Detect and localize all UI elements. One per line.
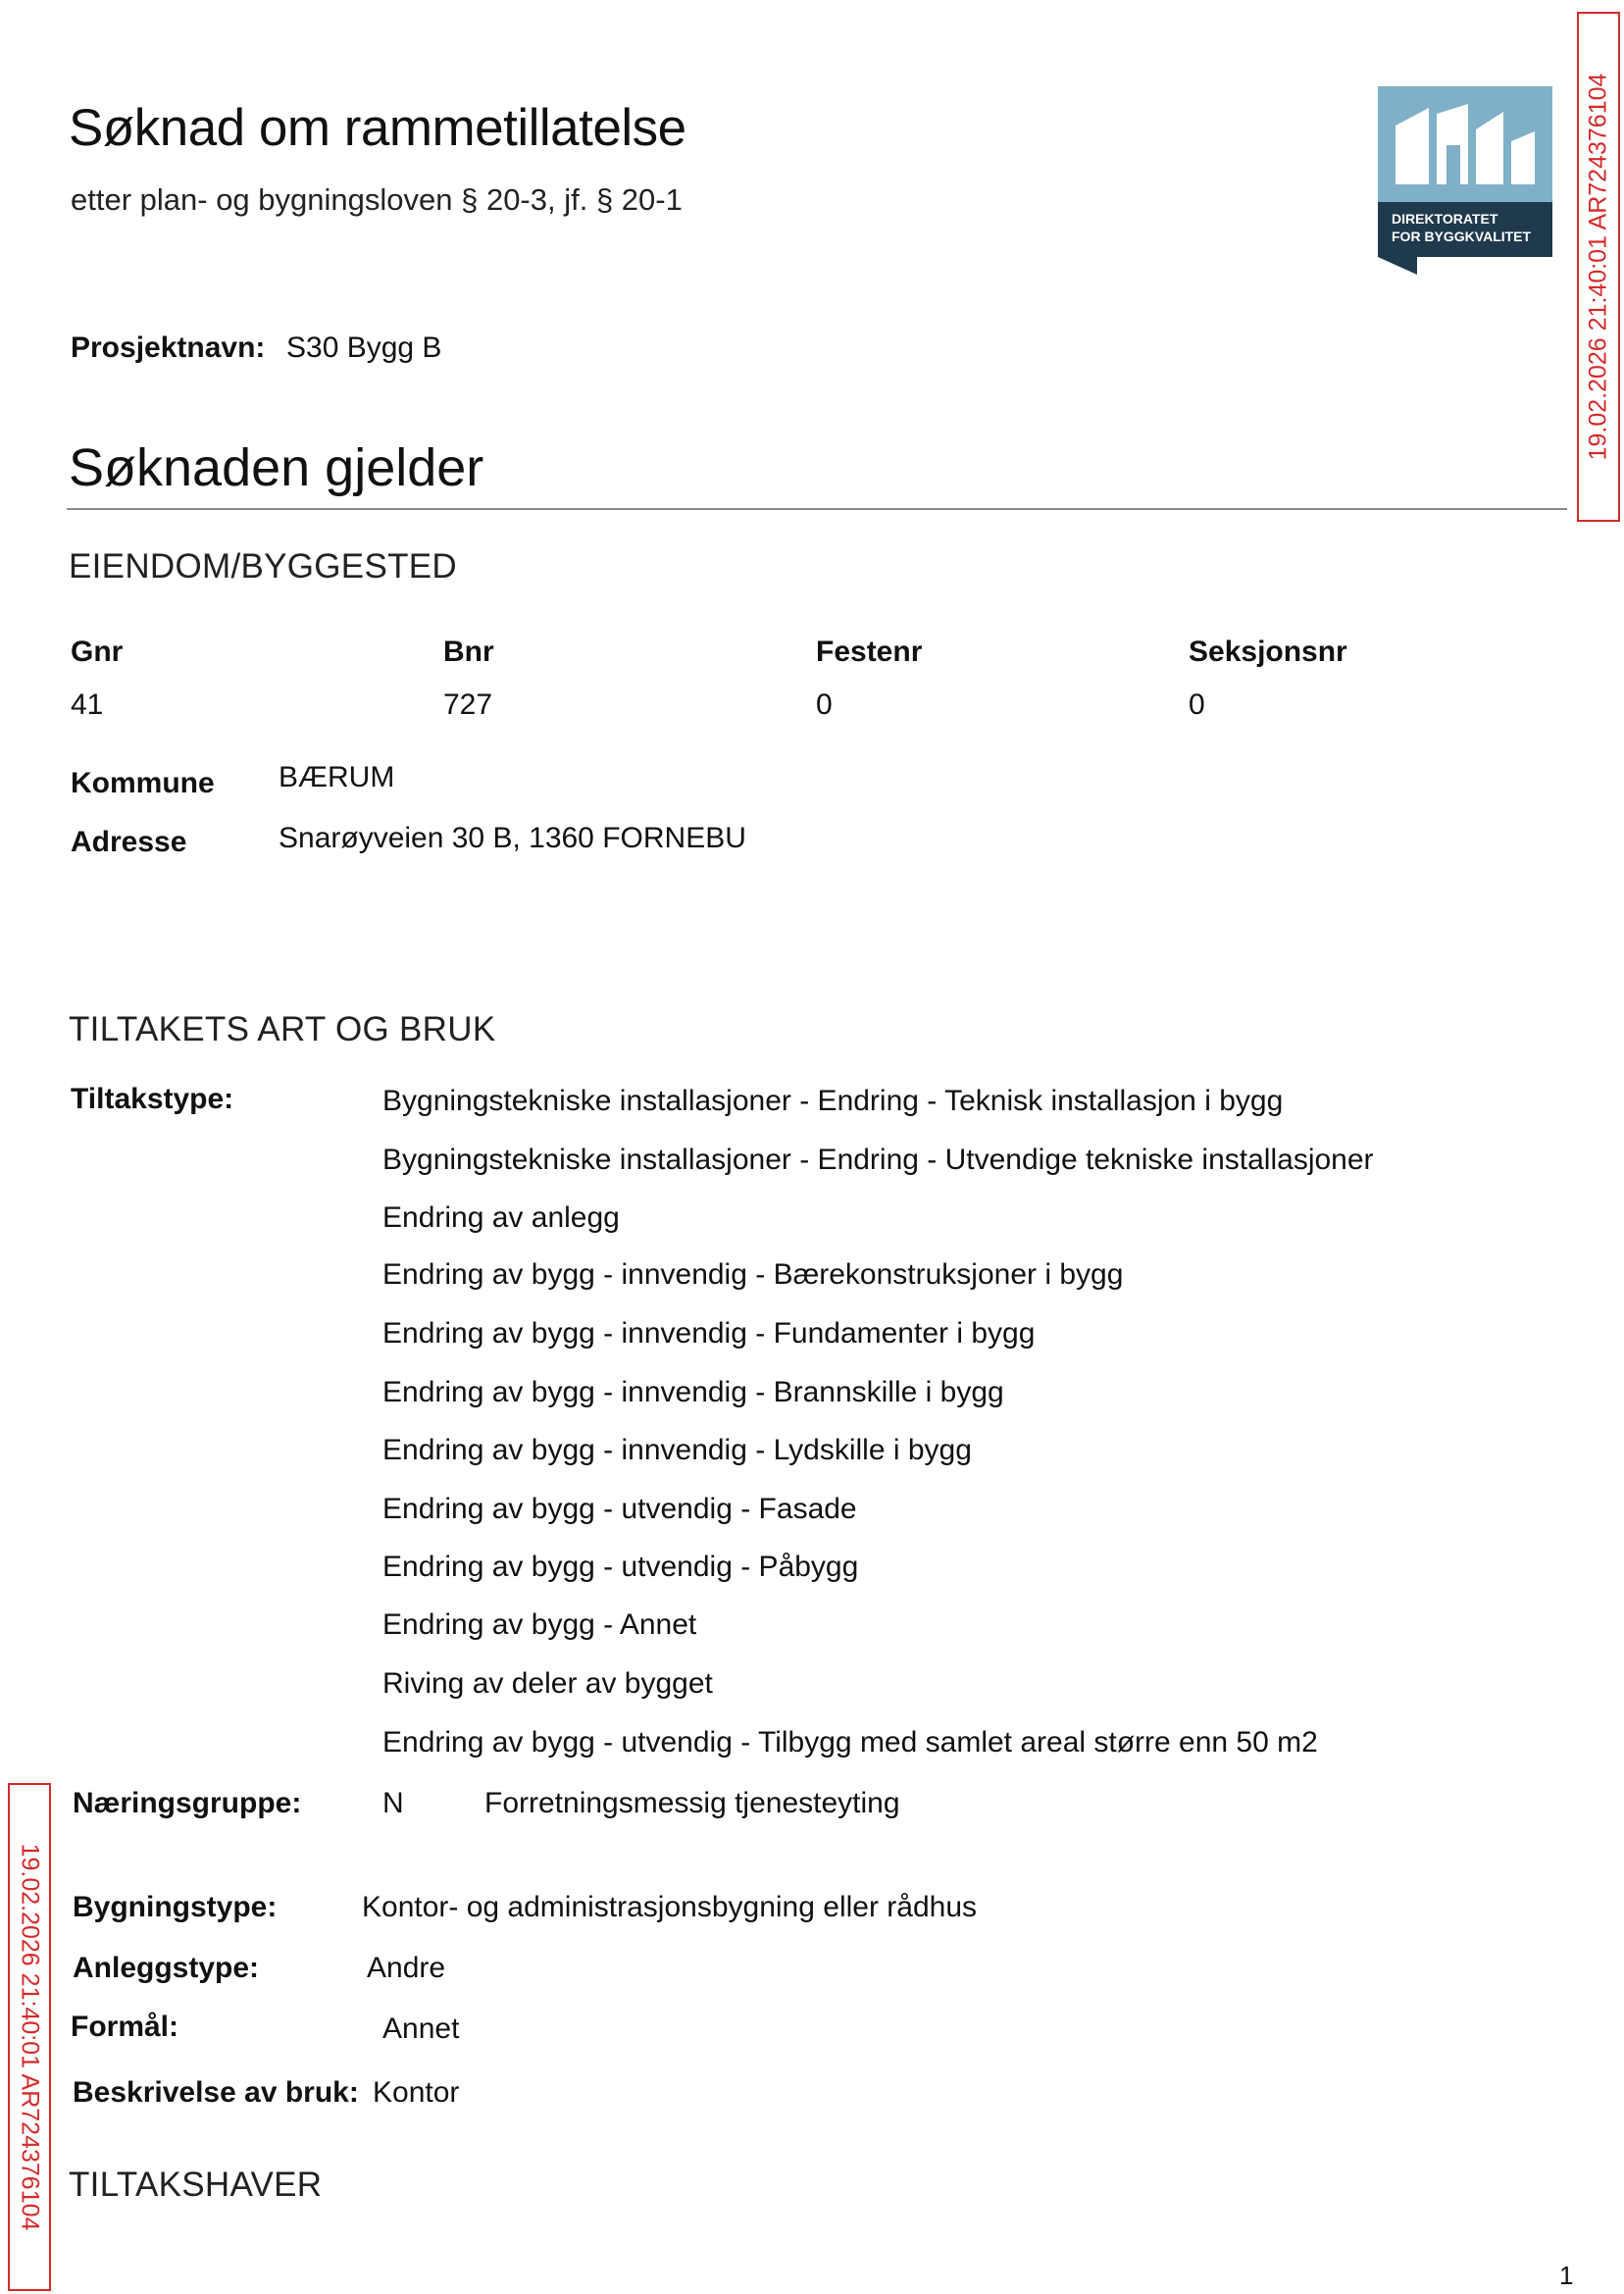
formal-value: Annet	[382, 2013, 460, 2045]
bnr-label: Bnr	[443, 636, 494, 668]
page-number: 1	[1559, 2261, 1574, 2290]
tiltakstype-item: Endring av bygg - innvendig - Brannskille i bygg	[382, 1376, 1004, 1408]
section-divider	[67, 508, 1567, 510]
project-name-label: Prosjektnavn:	[71, 331, 266, 364]
anleggstype-label: Anleggstype:	[73, 1952, 260, 1984]
stamp-text: 19.02.2026 21:40:01 AR724376104	[1584, 73, 1612, 461]
anleggstype-value: Andre	[367, 1952, 446, 1984]
seksjonsnr-value: 0	[1189, 688, 1205, 721]
property-heading: EIENDOM/BYGGESTED	[69, 547, 457, 586]
timestamp-stamp-top	[1577, 12, 1620, 522]
tiltakstype-item: Endring av bygg - innvendig - Fundamenter i bygg	[382, 1317, 1036, 1350]
bygningstype-label: Bygningstype:	[73, 1891, 278, 1923]
tiltakstype-label: Tiltakstype:	[71, 1083, 234, 1115]
bnr-value: 727	[443, 688, 493, 721]
tiltakstype-item: Bygningstekniske installasjoner - Endring - Utvendige tekniske installasjoner	[382, 1144, 1374, 1176]
svg-text:DIREKTORATET: DIREKTORATET	[1392, 211, 1498, 227]
adresse-value: Snarøyveien 30 B, 1360 FORNEBU	[279, 822, 746, 854]
kommune-label: Kommune	[71, 767, 215, 799]
tiltakstype-item: Endring av bygg - utvendig - Tilbygg med samlet areal større enn 50 m2	[382, 1726, 1318, 1759]
section-title: Søknaden gjelder	[69, 438, 484, 497]
beskrivelse-value: Kontor	[373, 2076, 460, 2109]
tiltakstype-item: Endring av bygg - innvendig - Bærekonstruksjoner i bygg	[382, 1258, 1124, 1291]
dibk-logo	[1378, 86, 1552, 275]
formal-label: Formål:	[71, 2011, 179, 2043]
tiltakstype-item: Endring av anlegg	[382, 1201, 620, 1234]
seksjonsnr-label: Seksjonsnr	[1189, 636, 1347, 668]
naeringsgruppe-value: Forretningsmessig tjenesteyting	[484, 1787, 900, 1819]
naeringsgruppe-label: Næringsgruppe:	[73, 1787, 302, 1819]
svg-text:FOR BYGGKVALITET: FOR BYGGKVALITET	[1392, 229, 1532, 244]
naeringsgruppe-code: N	[382, 1787, 404, 1819]
tiltakstype-item: Endring av bygg - Annet	[382, 1608, 697, 1641]
tiltakstype-item: Endring av bygg - innvendig - Lydskille i bygg	[382, 1434, 972, 1466]
festenr-label: Festenr	[816, 636, 923, 668]
adresse-label: Adresse	[71, 826, 187, 858]
stamp-text: 19.02.2026 21:40:01 AR724376104	[16, 1843, 44, 2231]
tiltakstype-item: Bygningstekniske installasjoner - Endring - Teknisk installasjon i bygg	[382, 1085, 1284, 1117]
tiltakstype-item: Riving av deler av bygget	[382, 1667, 713, 1700]
gnr-label: Gnr	[71, 636, 124, 668]
document-title: Søknad om rammetillatelse	[69, 99, 686, 157]
project-name-value: S30 Bygg B	[286, 331, 442, 364]
tiltak-heading: TILTAKETS ART OG BRUK	[69, 1010, 496, 1048]
gnr-value: 41	[71, 688, 104, 721]
kommune-value: BÆRUM	[279, 761, 395, 793]
tiltakstype-item: Endring av bygg - utvendig - Fasade	[382, 1493, 857, 1525]
beskrivelse-label: Beskrivelse av bruk:	[73, 2076, 359, 2109]
tiltakstype-item: Endring av bygg - utvendig - Påbygg	[382, 1551, 859, 1583]
tiltakshaver-heading: TILTAKSHAVER	[69, 2166, 323, 2204]
dibk-logo-graphic	[1378, 86, 1552, 275]
document-subtitle: etter plan- og bygningsloven § 20-3, jf. § 20-1	[71, 182, 683, 217]
timestamp-stamp-left	[8, 1783, 51, 2291]
bygningstype-value: Kontor- og administrasjonsbygning eller rådhus	[362, 1891, 978, 1923]
festenr-value: 0	[816, 688, 833, 721]
